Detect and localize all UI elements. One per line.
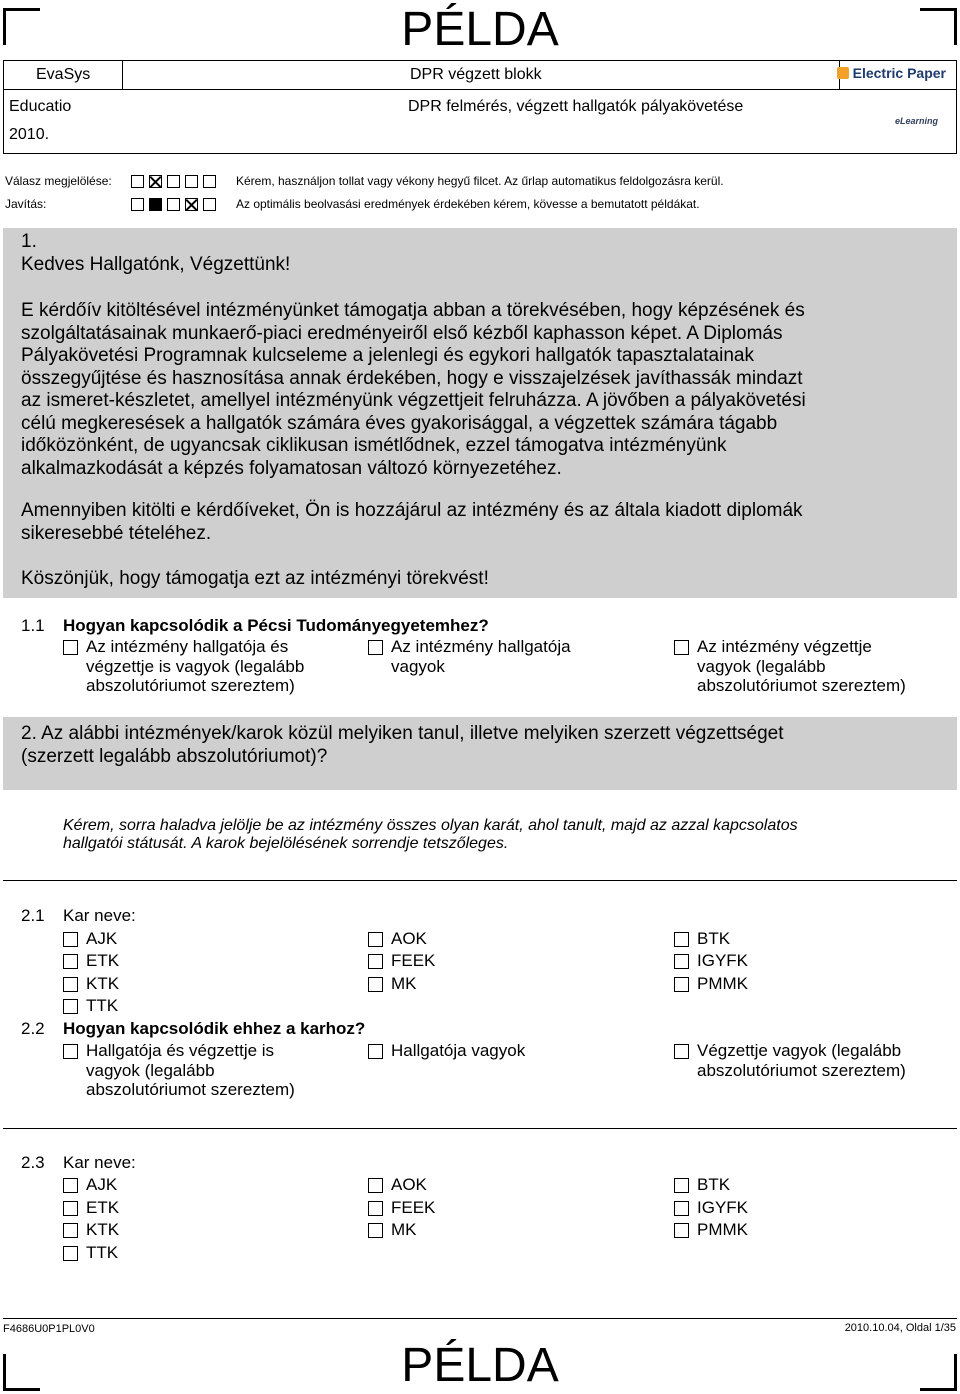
q2-1-faculty-etk[interactable]: ETK	[63, 951, 323, 971]
marking-label: Válasz megjelölése:	[5, 174, 112, 188]
correction-example-boxes	[131, 196, 216, 214]
checkbox[interactable]	[63, 1223, 78, 1238]
marking-instruction-text: Kérem, használjon tollat vagy vékony hegyű filcet. Az űrlap automatikus feldolgozásra kerül.	[236, 174, 724, 188]
q1-1-option-student[interactable]: Az intézmény hallgatója vagyok	[368, 637, 668, 677]
q2-3-faculty-mk[interactable]: MK	[368, 1220, 628, 1240]
section2-note: Kérem, sorra haladva jelölje be az intézmény összes olyan karát, ahol tanult, majd az azzal kapcsolatos hallgatói státusát. A karok bejelölésének sorrendje tetszőleges.	[63, 817, 798, 852]
checkbox[interactable]	[368, 640, 383, 655]
q2-1-number: 2.1	[21, 906, 45, 925]
checkbox[interactable]	[63, 1201, 78, 1216]
q2-3-number: 2.3	[21, 1153, 45, 1172]
checkbox[interactable]	[674, 954, 689, 969]
q2-1-faculty-ktk[interactable]: KTK	[63, 974, 323, 994]
checkbox[interactable]	[368, 1044, 383, 1059]
checkbox[interactable]	[63, 954, 78, 969]
watermark-top: PÉLDA	[401, 3, 559, 56]
checkbox[interactable]	[674, 1223, 689, 1238]
q2-1-faculty-ttk[interactable]: TTK	[63, 996, 323, 1016]
survey-year: 2010.	[9, 126, 50, 143]
q2-1-faculty-ajk[interactable]: AJK	[63, 929, 323, 949]
correction-label: Javítás:	[5, 197, 47, 211]
checkbox[interactable]	[63, 999, 78, 1014]
q2-3-faculty-feek[interactable]: FEEK	[368, 1198, 628, 1218]
q2-3-faculty-ktk[interactable]: KTK	[63, 1220, 323, 1240]
section1-number: 1.	[21, 231, 37, 252]
footer-divider	[3, 1318, 957, 1319]
checkbox[interactable]	[674, 1044, 689, 1059]
checkbox[interactable]	[368, 1178, 383, 1193]
thanks-paragraph: Köszönjük, hogy támogatja ezt az intézményi törekvést!	[21, 568, 489, 589]
divider	[3, 1128, 957, 1129]
watermark-bottom: PÉLDA	[401, 1339, 559, 1392]
q2-2-option-student-and-graduate[interactable]: Hallgatója és végzettje is vagyok (legalább abszolutóriumot szereztem)	[63, 1041, 363, 1101]
q2-1-faculty-feek[interactable]: FEEK	[368, 951, 628, 971]
block-name: DPR végzett blokk	[410, 66, 542, 83]
correction-instruction-text: Az optimális beolvasási eredmények érdekében kérem, kövesse a bemutatott példákat.	[236, 197, 700, 211]
q1-1-question: Hogyan kapcsolódik a Pécsi Tudományegyetemhez?	[63, 616, 489, 635]
q2-1-label: Kar neve:	[63, 906, 136, 925]
elearning-logo: eLearning	[894, 116, 938, 126]
electric-paper-logo: Electric Paper	[837, 65, 946, 81]
q2-1-faculty-pmmk[interactable]: PMMK	[674, 974, 934, 994]
checkbox[interactable]	[63, 1044, 78, 1059]
checkbox[interactable]	[368, 954, 383, 969]
q2-3-label: Kar neve:	[63, 1153, 136, 1172]
q2-1-faculty-btk[interactable]: BTK	[674, 929, 934, 949]
q2-3-faculty-igyfk[interactable]: IGYFK	[674, 1198, 934, 1218]
checkbox[interactable]	[368, 1201, 383, 1216]
form-header	[3, 60, 957, 154]
marking-example-boxes	[131, 173, 216, 191]
checkbox[interactable]	[368, 977, 383, 992]
intro-paragraph: E kérdőív kitöltésével intézményünket támogatja abban a törekvésében, hogy képzésének és szolgáltatásainak munkaerő-piaci eredményeiről első kézből kaphasson képet. A Diplomás Pályakövetési Programnak kulcseleme a jelenlegi és egykori hallgatók tapasztalatainak összegyűjtése és hasznosítása annak érdekében, hogy e visszajelzések javíthassák mindazt az ismeret-készletet, amellyel intézményünk végzettjeit felruházza. A jövőben a pályakövetési célú megkeresések a hallgatók számára éves gyakorisággal, a végzettek számára tágabb időközönként, de ugyancsak ciklikusan ismétlődnek, ezzel támogatva intézményünk alkalmazkodását a képzés folyamatosan változó környezetéhez.	[21, 300, 806, 479]
checkbox[interactable]	[674, 1201, 689, 1216]
checkbox[interactable]	[674, 932, 689, 947]
q1-1-number: 1.1	[21, 616, 45, 635]
greeting: Kedves Hallgatónk, Végzettünk!	[21, 254, 291, 275]
q2-3-faculty-btk[interactable]: BTK	[674, 1175, 934, 1195]
q2-3-faculty-ttk[interactable]: TTK	[63, 1243, 323, 1263]
q2-2-option-student[interactable]: Hallgatója vagyok	[368, 1041, 668, 1061]
checkbox[interactable]	[368, 932, 383, 947]
checkbox[interactable]	[63, 932, 78, 947]
checkbox[interactable]	[674, 640, 689, 655]
q2-3-faculty-aok[interactable]: AOK	[368, 1175, 628, 1195]
checkbox[interactable]	[63, 1178, 78, 1193]
q2-3-faculty-etk[interactable]: ETK	[63, 1198, 323, 1218]
page-info: 2010.10.04, Oldal 1/35	[844, 1322, 956, 1334]
survey-title: DPR felmérés, végzett hallgatók pályakövetése	[408, 98, 744, 115]
q1-1-option-student-and-graduate[interactable]: Az intézmény hallgatója és végzettje is vagyok (legalább abszolutóriumot szereztem)	[63, 637, 363, 697]
form-id: F4686U0P1PL0V0	[3, 1323, 95, 1335]
q2-1-faculty-mk[interactable]: MK	[368, 974, 628, 994]
q1-1-option-graduate[interactable]: Az intézmény végzettje vagyok (legalább abszolutóriumot szereztem)	[674, 637, 954, 697]
checkbox[interactable]	[674, 1178, 689, 1193]
checkbox[interactable]	[368, 1223, 383, 1238]
divider	[3, 880, 957, 881]
q2-1-faculty-aok[interactable]: AOK	[368, 929, 628, 949]
q2-2-option-graduate[interactable]: Végzettje vagyok (legalább abszolutóriumot szereztem)	[674, 1041, 954, 1081]
checkbox[interactable]	[63, 1246, 78, 1261]
q2-3-faculty-pmmk[interactable]: PMMK	[674, 1220, 934, 1240]
checkbox[interactable]	[674, 977, 689, 992]
checkbox[interactable]	[63, 977, 78, 992]
system-name: EvaSys	[36, 66, 91, 83]
support-paragraph: Amennyiben kitölti e kérdőíveket, Ön is hozzájárul az intézmény és az általa kiadott diplomák sikeresebbé tételéhez.	[21, 500, 803, 544]
q2-3-faculty-ajk[interactable]: AJK	[63, 1175, 323, 1195]
section2-title: 2. Az alábbi intézmények/karok közül melyiken tanul, illetve melyiken szerzett végzettséget (szerzett legalább abszolutóriumot)?	[21, 723, 784, 767]
organization-name: Educatio	[9, 98, 72, 115]
q2-2-number: 2.2	[21, 1019, 45, 1038]
q2-2-question: Hogyan kapcsolódik ehhez a karhoz?	[63, 1019, 366, 1038]
q2-1-faculty-igyfk[interactable]: IGYFK	[674, 951, 934, 971]
checkbox[interactable]	[63, 640, 78, 655]
